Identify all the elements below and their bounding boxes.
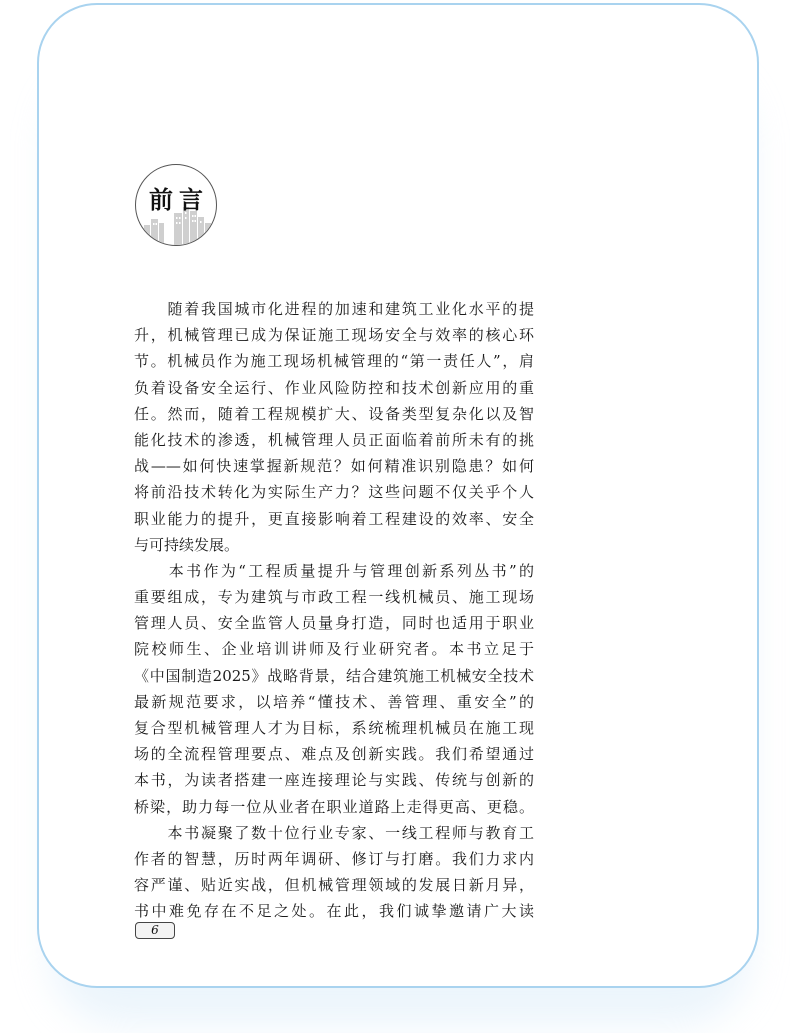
text-line: 管理人员、安全监管人员量身打造，同时也适用于职业 bbox=[134, 614, 534, 633]
text-line: 职业能力的提升，更直接影响着工程建设的效率、安全 bbox=[134, 509, 534, 528]
text-line: 容严谨、贴近实战，但机械管理领域的发展日新月异， bbox=[134, 876, 534, 895]
text-line: 书中难免存在不足之处。在此，我们诚挚邀请广大读 bbox=[134, 902, 534, 921]
text-line: 将前沿技术转化为实际生产力？这些问题不仅关乎个人 bbox=[134, 483, 534, 502]
text-line: 本书作为“工程质量提升与管理创新系列丛书”的 bbox=[134, 561, 534, 580]
page-card bbox=[37, 3, 759, 988]
text-line: 桥梁，助力每一位从业者在职业道路上走得更高、更稳。 bbox=[134, 797, 534, 816]
text-line: 场的全流程管理要点、难点及创新实践。我们希望通过 bbox=[134, 745, 534, 764]
text-line: 与可持续发展。 bbox=[134, 535, 240, 554]
text-line: 任。然而，随着工程规模扩大、设备类型复杂化以及智 bbox=[134, 404, 534, 423]
heading-badge bbox=[135, 164, 217, 246]
text-line: 本书凝聚了数十位行业专家、一线工程师与教育工 bbox=[134, 823, 534, 842]
page-heading: 前言 bbox=[149, 186, 209, 214]
text-line: 节。机械员作为施工现场机械管理的“第一责任人”，肩 bbox=[134, 352, 534, 371]
text-line: 负着设备安全运行、作业风险防控和技术创新应用的重 bbox=[134, 378, 534, 397]
text-line: 复合型机械管理人才为目标，系统梳理机械员在施工现 bbox=[134, 719, 534, 737]
text-line: 重要组成，专为建筑与市政工程一线机械员、施工现场 bbox=[134, 588, 534, 607]
text-line: 升，机械管理已成为保证施工现场安全与效率的核心环 bbox=[134, 326, 534, 345]
preface-body bbox=[134, 296, 534, 925]
text-line: 本书，为读者搭建一座连接理论与实践、传统与创新的 bbox=[134, 771, 534, 790]
text-line: 能化技术的渗透，机械管理人员正面临着前所未有的挑 bbox=[134, 430, 534, 449]
text-line: 院校师生、企业培训讲师及行业研究者。本书立足于 bbox=[134, 640, 534, 659]
text-line: 《中国制造2025》战略背景，结合建筑施工机械安全技术 bbox=[134, 666, 534, 685]
text-line: 战——如何快速掌握新规范？如何精准识别隐患？如何 bbox=[134, 457, 534, 476]
page-number: 6 bbox=[135, 922, 175, 939]
text-line: 最新规范要求，以培养“懂技术、善管理、重安全”的 bbox=[134, 692, 534, 711]
text-line: 随着我国城市化进程的加速和建筑工业化水平的提 bbox=[134, 300, 534, 318]
text-line: 作者的智慧，历时两年调研、修订与打磨。我们力求内 bbox=[134, 849, 534, 868]
